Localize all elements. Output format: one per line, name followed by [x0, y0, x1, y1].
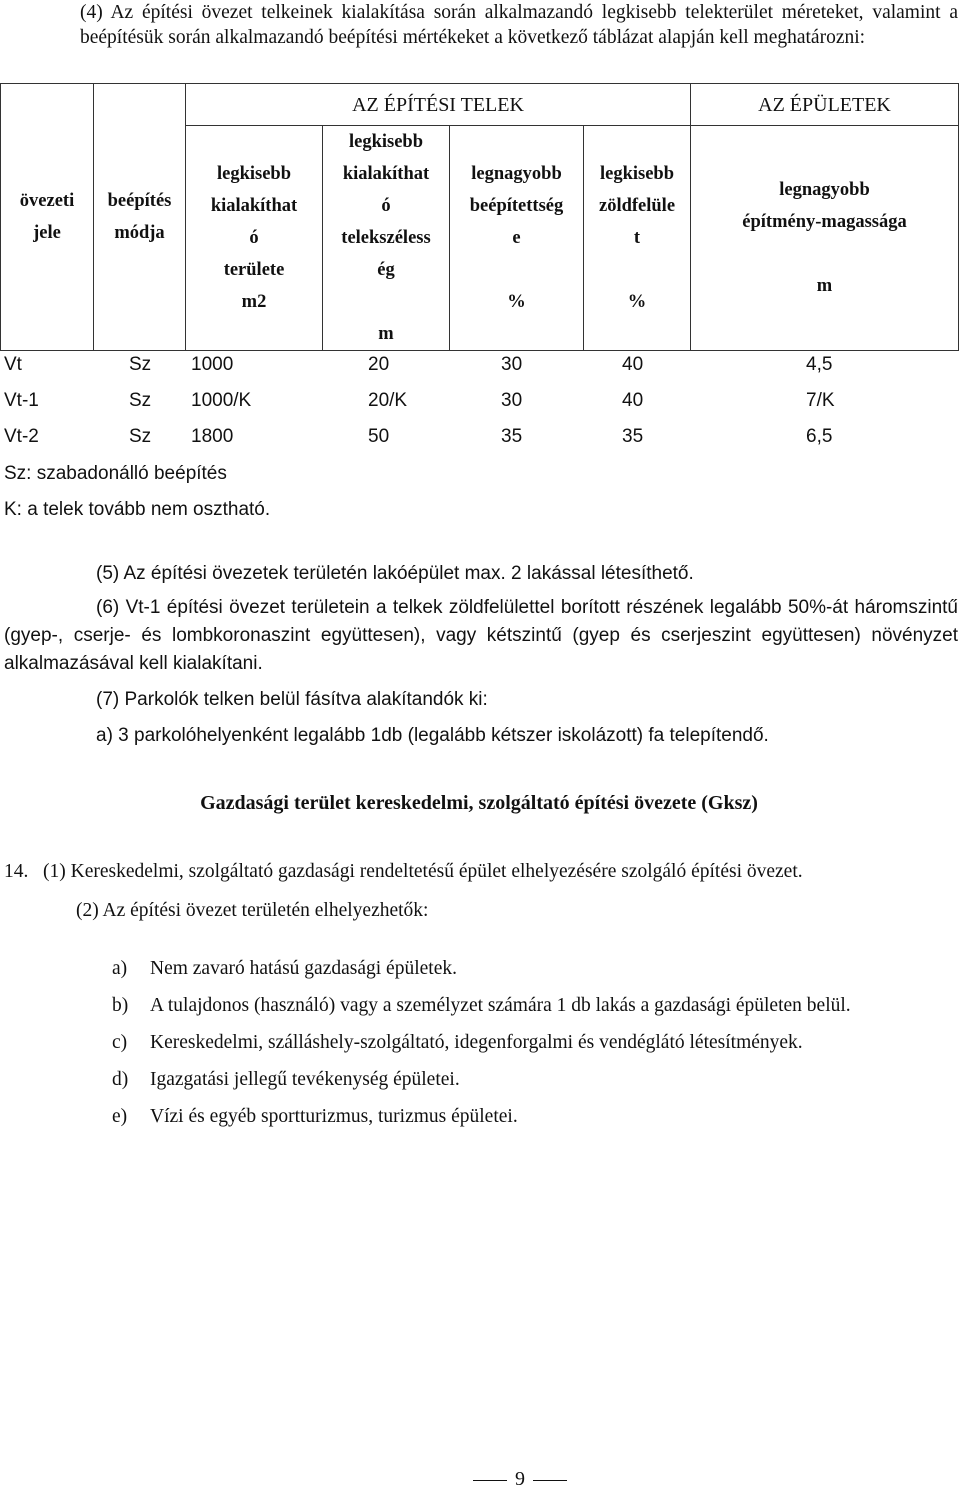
list-item-label: a) — [112, 958, 128, 979]
list-item-text: Vízi és egyéb sportturizmus, turizmus épületei. — [150, 1106, 518, 1127]
list-item-label: e) — [112, 1106, 128, 1127]
list-item-text: Kereskedelmi, szálláshely-szolgáltató, idegenforgalmi és vendéglátó létesítmények. — [150, 1032, 803, 1053]
paragraph-7: (7) Parkolók telken belül fásítva alakítandók ki: — [96, 689, 488, 710]
cell-ovezet: Vt-2 — [4, 426, 39, 447]
paragraph-7a: a) 3 parkolóhelyenként legalább 1db (legalább kétszer iskolázott) fa telepítendő. — [96, 725, 769, 746]
table-row — [0, 348, 958, 384]
header-beepitettseg: legnagyobb beépítettség e % — [450, 126, 584, 351]
section-14 — [4, 858, 958, 925]
table-row — [0, 420, 958, 456]
list-item — [112, 955, 958, 983]
group-header-epuletek: AZ ÉPÜLETEK — [691, 84, 959, 126]
section-heading: Gazdasági terület kereskedelmi, szolgáltató építési övezete (Gksz) — [200, 792, 758, 814]
header-ovezeti: övezeti jele — [1, 84, 94, 351]
page-number-value: 9 — [515, 1468, 525, 1489]
cell-beepites: Sz — [129, 354, 152, 375]
cell-ovezet: Vt — [4, 354, 22, 375]
section-14-paragraph-1: 14. (1) Kereskedelmi, szolgáltató gazdasági rendeltetésű épület elhelyezésére szolgáló építési övezet. — [4, 861, 803, 882]
cell-zoldfelulet: 35 — [622, 426, 644, 447]
cell-magassag: 6,5 — [806, 426, 833, 447]
cell-szelesseg: 50 — [368, 426, 390, 447]
list-item-text: A tulajdonos (használó) vagy a személyzet számára 1 db lakás a gazdasági épületen belül. — [150, 995, 851, 1016]
cell-magassag: 4,5 — [806, 354, 833, 375]
header-zoldfelulet: legkisebb zöldfelüle t % — [584, 126, 691, 351]
cell-terulet: 1000 — [191, 354, 234, 375]
page-number-dash-right — [533, 1480, 567, 1481]
table-notes — [4, 456, 270, 528]
intro-text: (4) Az építési övezet telkeinek kialakítása során alkalmazandó legkisebb telekterület méreteket, valamint a beépítésük során alkalmazandó beépítési mértékeket a következő táblázat alapján kell meghatározni: — [80, 2, 958, 48]
paragraphs-5-7 — [4, 560, 958, 750]
list-item — [112, 1029, 958, 1057]
list-item-label: c) — [112, 1032, 128, 1053]
table-row — [0, 384, 958, 420]
cell-terulet: 1800 — [191, 426, 234, 447]
list-item — [112, 992, 958, 1020]
header-magassag: legnagyobb építmény-magassága m — [691, 126, 959, 351]
cell-beepites: Sz — [129, 426, 152, 447]
paragraph-5: (5) Az építési övezetek területén lakóépület max. 2 lakással létesíthető. — [96, 563, 694, 584]
cell-magassag: 7/K — [806, 390, 835, 411]
list-item-label: b) — [112, 995, 129, 1016]
list-item-text: Igazgatási jellegű tevékenység épületei. — [150, 1069, 460, 1090]
cell-beepitettseg: 30 — [501, 390, 523, 411]
list-item — [112, 1103, 958, 1131]
page-number-dash-left — [473, 1480, 507, 1481]
header-szelesseg: legkisebb kialakíthat ó telekszéless ég m — [323, 126, 450, 351]
cell-ovezet: Vt-1 — [4, 390, 39, 411]
section-14-paragraph-2: (2) Az építési övezet területén elhelyezhetők: — [76, 900, 429, 921]
cell-szelesseg: 20 — [368, 354, 390, 375]
list-item-label: d) — [112, 1069, 129, 1090]
cell-zoldfelulet: 40 — [622, 390, 644, 411]
cell-szelesseg: 20/K — [368, 390, 408, 411]
allowed-buildings-list — [112, 955, 958, 1140]
note-k: K: a telek tovább nem osztható. — [4, 499, 271, 520]
header-beepites: beépítés módja — [94, 84, 186, 351]
header-terulet: legkisebb kialakíthat ó területe m2 — [186, 126, 323, 351]
regulation-table-header — [0, 83, 958, 348]
page-number — [0, 1466, 960, 1489]
list-item-text: Nem zavaró hatású gazdasági épületek. — [150, 958, 457, 979]
cell-terulet: 1000/K — [191, 390, 252, 411]
paragraph-6: (6) Vt-1 építési övezet területein a telkek zöldfelülettel borított részének legalább 50%-át háromszintű (gyep-, cserje- és lombkoronaszint együttesen), vagy kétszintű (gyep és cserjeszint együttesen) növényzet alkalmazásával kell kialakítani. — [4, 597, 958, 674]
cell-beepitettseg: 35 — [501, 426, 523, 447]
cell-beepites: Sz — [129, 390, 152, 411]
list-item — [112, 1066, 958, 1094]
cell-zoldfelulet: 40 — [622, 354, 644, 375]
group-header-telek: AZ ÉPÍTÉSI TELEK — [186, 84, 691, 126]
cell-beepitettseg: 30 — [501, 354, 523, 375]
intro-paragraph — [80, 0, 958, 50]
note-sz: Sz: szabadonálló beépítés — [4, 463, 227, 484]
regulation-table-body — [0, 348, 958, 456]
